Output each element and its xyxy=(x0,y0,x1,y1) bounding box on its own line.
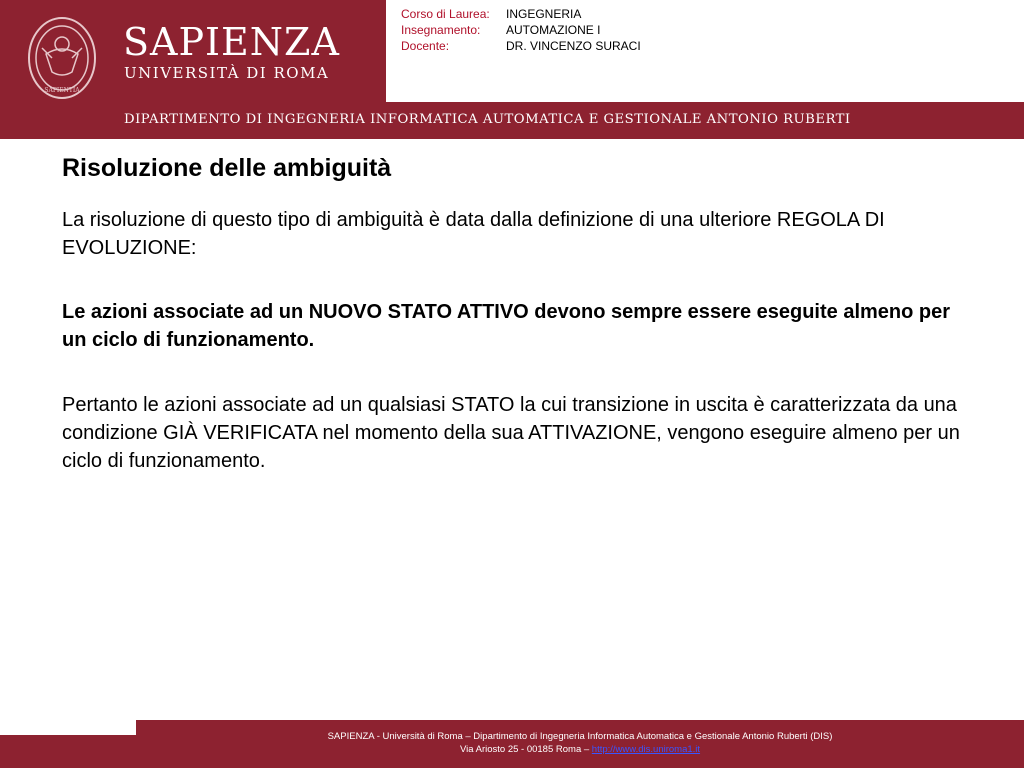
footer-left-block xyxy=(0,735,136,768)
course-subject-label: Insegnamento: xyxy=(401,23,481,37)
brand-name: SAPIENZA xyxy=(123,20,340,64)
course-subject-value: AUTOMAZIONE I xyxy=(506,23,601,37)
footer-address-line1: SAPIENZA - Università di Roma – Dipartimento di Ingegneria Informatica Automatica e Gestionale Antonio Ruberti (DIS) xyxy=(327,731,833,742)
footer-address-line2 xyxy=(136,743,1024,756)
course-row-degree xyxy=(401,6,641,22)
university-seal-icon xyxy=(26,14,98,100)
course-row-subject xyxy=(401,22,641,38)
course-degree-value: INGEGNERIA xyxy=(506,7,582,21)
paragraph-rule: Le azioni associate ad un NUOVO STATO ATTIVO devono sempre essere eseguite almeno per un ciclo di funzionamento. xyxy=(62,301,951,351)
course-degree-label: Corso di Laurea: xyxy=(401,7,490,21)
paragraph-consequence: Pertanto le azioni associate ad un qualsiasi STATO la cui transizione in uscita è caratterizzata da una condizione GIÀ VERIFICATA nel momento della sua ATTIVAZIONE, vengono eseguire almeno per un ciclo di funzionamento. xyxy=(62,394,960,472)
paragraph-intro: La risoluzione di questo tipo di ambiguità è data dalla definizione di una ulteriore REGOLA DI EVOLUZIONE: xyxy=(62,209,885,259)
footer-address-text: Via Ariosto 25 - 00185 Roma – xyxy=(459,744,592,755)
slide-title: Risoluzione delle ambiguità xyxy=(62,154,392,182)
brand-subtitle: UNIVERSITÀ DI ROMA xyxy=(124,64,330,82)
svg-text:SAPIENTIA: SAPIENTIA xyxy=(44,87,80,94)
footer-website-link[interactable]: http://www.dis.uniroma1.it xyxy=(591,744,701,755)
course-row-teacher xyxy=(401,38,641,54)
course-teacher-value: DR. VINCENZO SURACI xyxy=(506,39,641,53)
course-info xyxy=(401,6,641,54)
department-name: DIPARTIMENTO DI INGEGNERIA INFORMATICA AUTOMATICA E GESTIONALE ANTONIO RUBERTI xyxy=(124,112,851,127)
course-teacher-label: Docente: xyxy=(401,39,450,53)
